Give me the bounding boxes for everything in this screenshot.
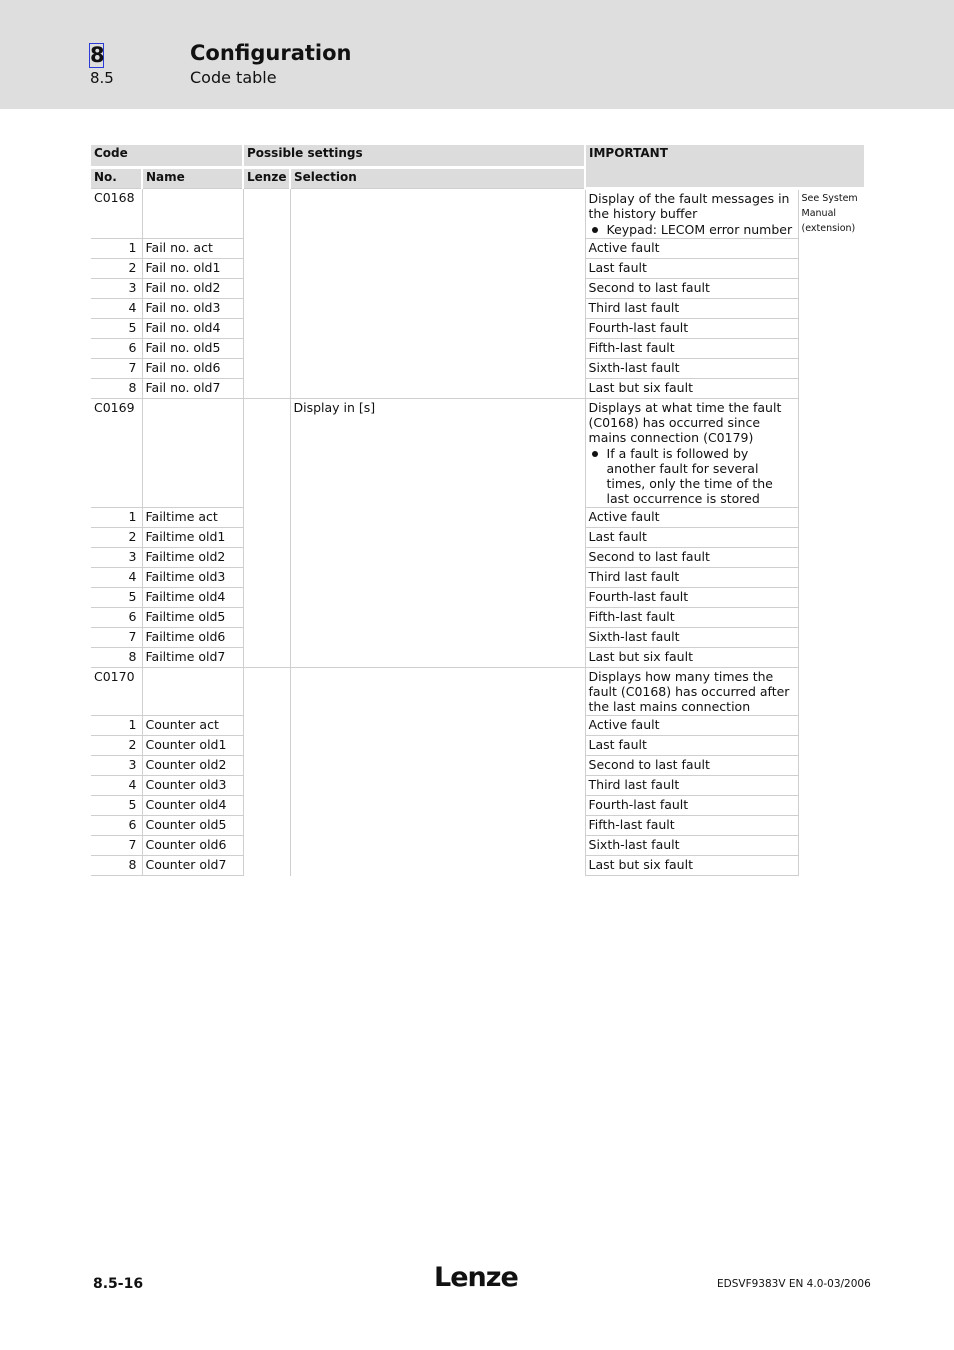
row-number: 1 [91, 508, 142, 528]
header-no: No. [94, 170, 117, 184]
row-name: Fail no. act [142, 239, 243, 259]
row-name: Fail no. old6 [142, 359, 243, 379]
page-title: Configuration [190, 41, 352, 65]
table-row [91, 399, 864, 508]
table-row [91, 189, 864, 239]
row-number: 3 [91, 756, 142, 776]
row-description: Second to last fault [585, 548, 798, 568]
chapter-number: 8 [90, 43, 105, 67]
row-description: Last but six fault [585, 379, 798, 399]
row-number: 2 [91, 528, 142, 548]
row-number: 8 [91, 856, 142, 876]
name-cell [142, 399, 243, 508]
row-description: Active fault [585, 508, 798, 528]
row-number: 3 [91, 279, 142, 299]
row-name: Counter old4 [142, 796, 243, 816]
lenze-cell [243, 399, 290, 668]
note-cell [798, 668, 864, 876]
name-cell [142, 668, 243, 716]
description-cell [585, 189, 798, 239]
table-header-row-1 [91, 145, 864, 168]
row-description: Fifth-last fault [585, 816, 798, 836]
document-id: EDSVF9383V EN 4.0-03/2006 [717, 1278, 871, 1290]
row-number: 7 [91, 628, 142, 648]
row-number: 7 [91, 836, 142, 856]
row-number: 5 [91, 319, 142, 339]
description-text: Displays at what time the fault (C0168) has occurred since mains connection (C0179) [588, 400, 782, 445]
row-name: Fail no. old3 [142, 299, 243, 319]
row-name: Failtime old6 [142, 628, 243, 648]
selection-cell [290, 189, 585, 399]
brand-logo: Lenze [434, 1262, 518, 1293]
row-name: Counter old7 [142, 856, 243, 876]
row-name: Failtime old2 [142, 548, 243, 568]
bullet-list [589, 446, 795, 506]
row-number: 3 [91, 548, 142, 568]
row-name: Fail no. old2 [142, 279, 243, 299]
row-name: Counter act [142, 716, 243, 736]
row-description: Second to last fault [585, 756, 798, 776]
row-name: Counter old3 [142, 776, 243, 796]
description-text: Displays how many times the fault (C0168) has occurred after the last mains connection [588, 669, 790, 714]
row-description: Last but six fault [585, 856, 798, 876]
row-number: 4 [91, 299, 142, 319]
row-description: Sixth-last fault [585, 628, 798, 648]
code-cell: C0168 [91, 189, 142, 239]
row-number: 1 [91, 239, 142, 259]
code-cell: C0169 [91, 399, 142, 508]
header-code: Code [91, 145, 243, 168]
row-number: 6 [91, 608, 142, 628]
row-description: Third last fault [585, 299, 798, 319]
row-number: 7 [91, 359, 142, 379]
row-name: Counter old6 [142, 836, 243, 856]
row-name: Fail no. old5 [142, 339, 243, 359]
bullet-item: If a fault is followed by another fault for several times, only the time of the last occurrence is stored [607, 446, 795, 506]
row-description: Fifth-last fault [585, 608, 798, 628]
row-description: Fifth-last fault [585, 339, 798, 359]
row-description: Last but six fault [585, 648, 798, 668]
row-name: Failtime old3 [142, 568, 243, 588]
lenze-cell [243, 189, 290, 399]
selection-cell: Display in [s] [290, 399, 585, 668]
section-number: 8.5 [90, 69, 114, 87]
name-cell [142, 189, 243, 239]
header-lenze: Lenze [243, 168, 290, 189]
row-name: Counter old2 [142, 756, 243, 776]
row-description: Second to last fault [585, 279, 798, 299]
row-number: 6 [91, 339, 142, 359]
row-number: 5 [91, 796, 142, 816]
description-text: Display of the fault messages in the history buffer [588, 191, 790, 221]
row-description: Last fault [585, 736, 798, 756]
row-description: Third last fault [585, 568, 798, 588]
row-number: 8 [91, 379, 142, 399]
row-description: Third last fault [585, 776, 798, 796]
header-band [0, 0, 954, 109]
row-name: Counter old1 [142, 736, 243, 756]
header-selection: Selection [290, 168, 585, 189]
row-number: 1 [91, 716, 142, 736]
row-description: Fourth-last fault [585, 796, 798, 816]
note-cell [798, 399, 864, 668]
row-description: Sixth-last fault [585, 836, 798, 856]
note-cell: See System Manual (extension) [801, 193, 858, 234]
row-name: Fail no. old7 [142, 379, 243, 399]
header-important: IMPORTANT [585, 145, 864, 189]
row-number: 6 [91, 816, 142, 836]
code-cell: C0170 [91, 668, 142, 716]
row-number: 8 [91, 648, 142, 668]
selection-cell [290, 668, 585, 876]
row-number: 2 [91, 259, 142, 279]
description-cell [585, 668, 798, 716]
row-name: Failtime old7 [142, 648, 243, 668]
row-name: Failtime old5 [142, 608, 243, 628]
bullet-item: Keypad: LECOM error number [607, 222, 795, 237]
row-description: Fourth-last fault [585, 319, 798, 339]
code-table [91, 145, 864, 876]
row-number: 4 [91, 776, 142, 796]
row-description: Fourth-last fault [585, 588, 798, 608]
row-description: Sixth-last fault [585, 359, 798, 379]
row-name: Fail no. old1 [142, 259, 243, 279]
row-number: 4 [91, 568, 142, 588]
lenze-cell [243, 668, 290, 876]
row-description: Last fault [585, 259, 798, 279]
row-name: Fail no. old4 [142, 319, 243, 339]
row-name: Failtime old4 [142, 588, 243, 608]
row-description: Active fault [585, 716, 798, 736]
row-name: Failtime old1 [142, 528, 243, 548]
row-number: 5 [91, 588, 142, 608]
page-subtitle: Code table [190, 68, 277, 87]
table-row [91, 668, 864, 716]
row-description: Active fault [585, 239, 798, 259]
description-cell [585, 399, 798, 508]
header-possible-settings: Possible settings [243, 145, 585, 168]
row-description: Last fault [585, 528, 798, 548]
row-number: 2 [91, 736, 142, 756]
bullet-list [589, 222, 795, 237]
row-name: Counter old5 [142, 816, 243, 836]
page-number: 8.5-16 [93, 1276, 144, 1292]
row-name: Failtime act [142, 508, 243, 528]
header-name: Name [142, 168, 243, 189]
